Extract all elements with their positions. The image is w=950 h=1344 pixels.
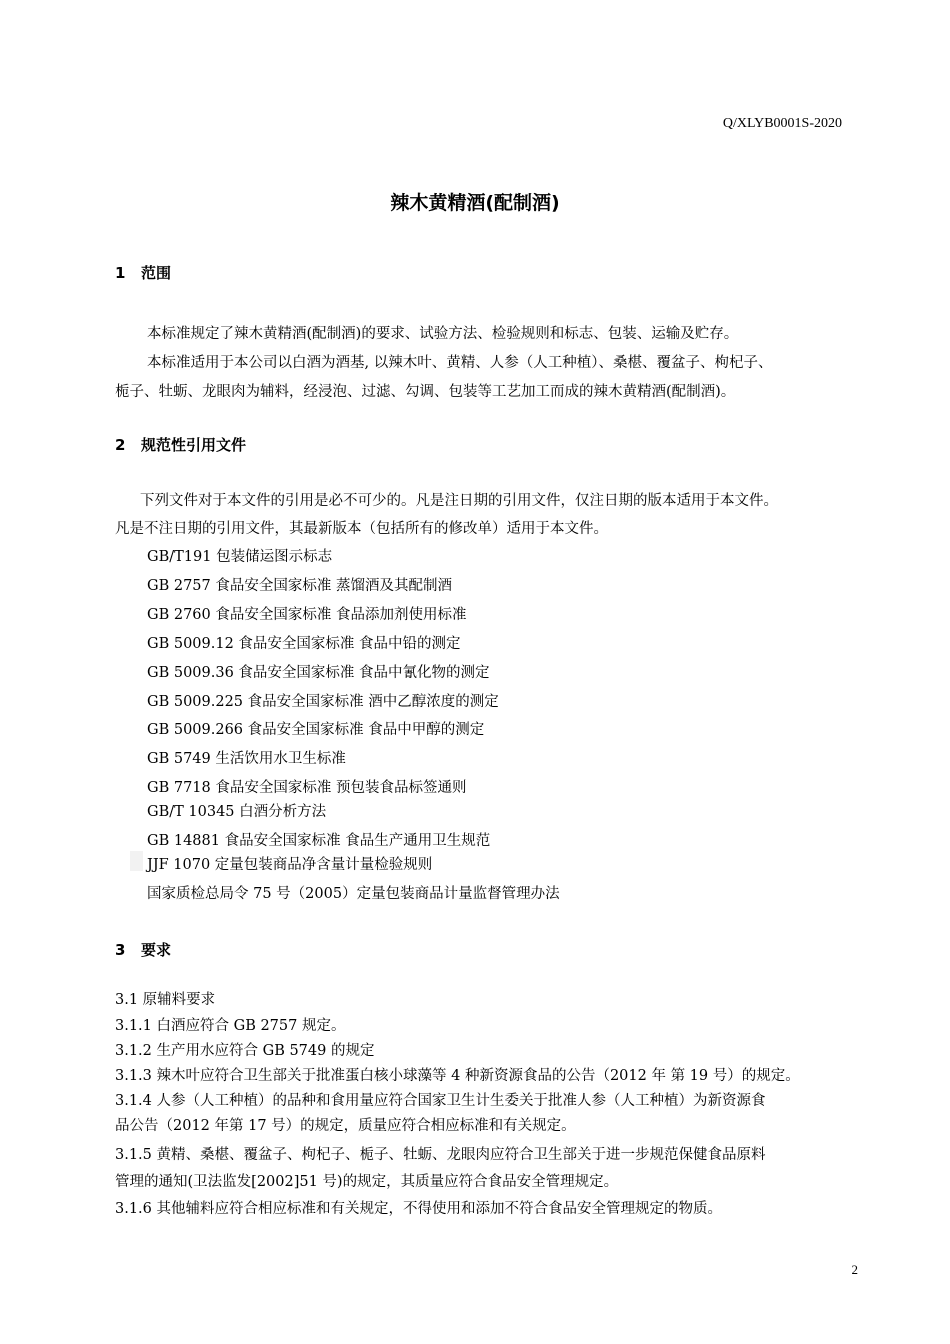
paragraph: 栀子、牡蛎、龙眼肉为辅料，经浸泡、过滤、勾调、包装等工艺加工而成的辣木黄精酒(配制酒)。	[115, 384, 736, 400]
requirement-item: 品公告（2012 年第 17 号）的规定，质量应符合相应标准和有关规定。	[115, 1118, 576, 1134]
document-code: Q/XLYB0001S-2020	[722, 116, 842, 131]
requirement-item: 管理的通知(卫法监发[2002]51 号)的规定，其质量应符合食品安全管理规定。	[115, 1174, 619, 1190]
requirement-item: 3.1.3 辣木叶应符合卫生部关于批准蛋白核小球藻等 4 种新资源食品的公告（2012 年 第 19 号）的规定。	[115, 1068, 800, 1084]
section-title: 要求	[141, 941, 172, 959]
requirement-item: 3.1 原辅料要求	[115, 992, 216, 1008]
reference-item: GB 5009.36 食品安全国家标准 食品中氰化物的测定	[147, 665, 490, 681]
reference-item: GB 5009.266 食品安全国家标准 食品中甲醇的测定	[147, 722, 485, 738]
section-1-heading	[115, 262, 171, 283]
reference-item: GB/T191 包装储运图示标志	[147, 549, 333, 565]
section-title: 范围	[141, 264, 172, 282]
paragraph: 本标准规定了辣木黄精酒(配制酒)的要求、试验方法、检验规则和标志、包装、运输及贮存。	[147, 326, 739, 342]
requirement-item: 3.1.2 生产用水应符合 GB 5749 的规定	[115, 1043, 375, 1059]
reference-item: GB/T 10345 白酒分析方法	[147, 804, 327, 820]
paragraph: 凡是不注日期的引用文件，其最新版本（包括所有的修改单）适用于本文件。	[115, 521, 608, 537]
reference-item: GB 2757 食品安全国家标准 蒸馏酒及其配制酒	[147, 578, 452, 594]
section-3-heading	[115, 939, 171, 960]
reference-item: JJF 1070 定量包装商品净含量计量检验规则	[147, 857, 433, 873]
highlight-mark	[130, 851, 143, 871]
section-number: 3	[115, 941, 126, 959]
requirement-item: 3.1.4 人参（人工种植）的品种和食用量应符合国家卫生计生委关于批准人参（人工种植）为新资源食	[115, 1093, 766, 1109]
reference-item: GB 5009.12 食品安全国家标准 食品中铅的测定	[147, 636, 461, 652]
paragraph: 本标准适用于本公司以白酒为酒基, 以辣木叶、黄精、人参（人工种植）、桑椹、覆盆子、枸杞子、	[147, 355, 773, 371]
paragraph: 下列文件对于本文件的引用是必不可少的。凡是注日期的引用文件，仅注日期的版本适用于本文件。	[140, 493, 778, 509]
section-number: 2	[115, 436, 126, 454]
reference-item: GB 2760 食品安全国家标准 食品添加剂使用标准	[147, 607, 467, 623]
section-number: 1	[115, 264, 126, 282]
page-number: 2	[851, 1262, 858, 1277]
reference-item: 国家质检总局令 75 号（2005）定量包装商品计量监督管理办法	[147, 886, 560, 902]
document-title: 辣木黄精酒(配制酒)	[390, 192, 560, 214]
requirement-item: 3.1.1 白酒应符合 GB 2757 规定。	[115, 1018, 346, 1034]
reference-item: GB 7718 食品安全国家标准 预包装食品标签通则	[147, 780, 467, 796]
section-title: 规范性引用文件	[141, 436, 247, 454]
section-2-heading	[115, 434, 246, 455]
requirement-item: 3.1.5 黄精、桑椹、覆盆子、枸杞子、栀子、牡蛎、龙眼肉应符合卫生部关于进一步规范保健食品原料	[115, 1147, 766, 1163]
reference-item: GB 14881 食品安全国家标准 食品生产通用卫生规范	[147, 833, 491, 849]
requirement-item: 3.1.6 其他辅料应符合相应标准和有关规定，不得使用和添加不符合食品安全管理规定的物质。	[115, 1201, 722, 1217]
reference-item: GB 5009.225 食品安全国家标准 酒中乙醇浓度的测定	[147, 694, 499, 710]
reference-item: GB 5749 生活饮用水卫生标准	[147, 751, 346, 767]
